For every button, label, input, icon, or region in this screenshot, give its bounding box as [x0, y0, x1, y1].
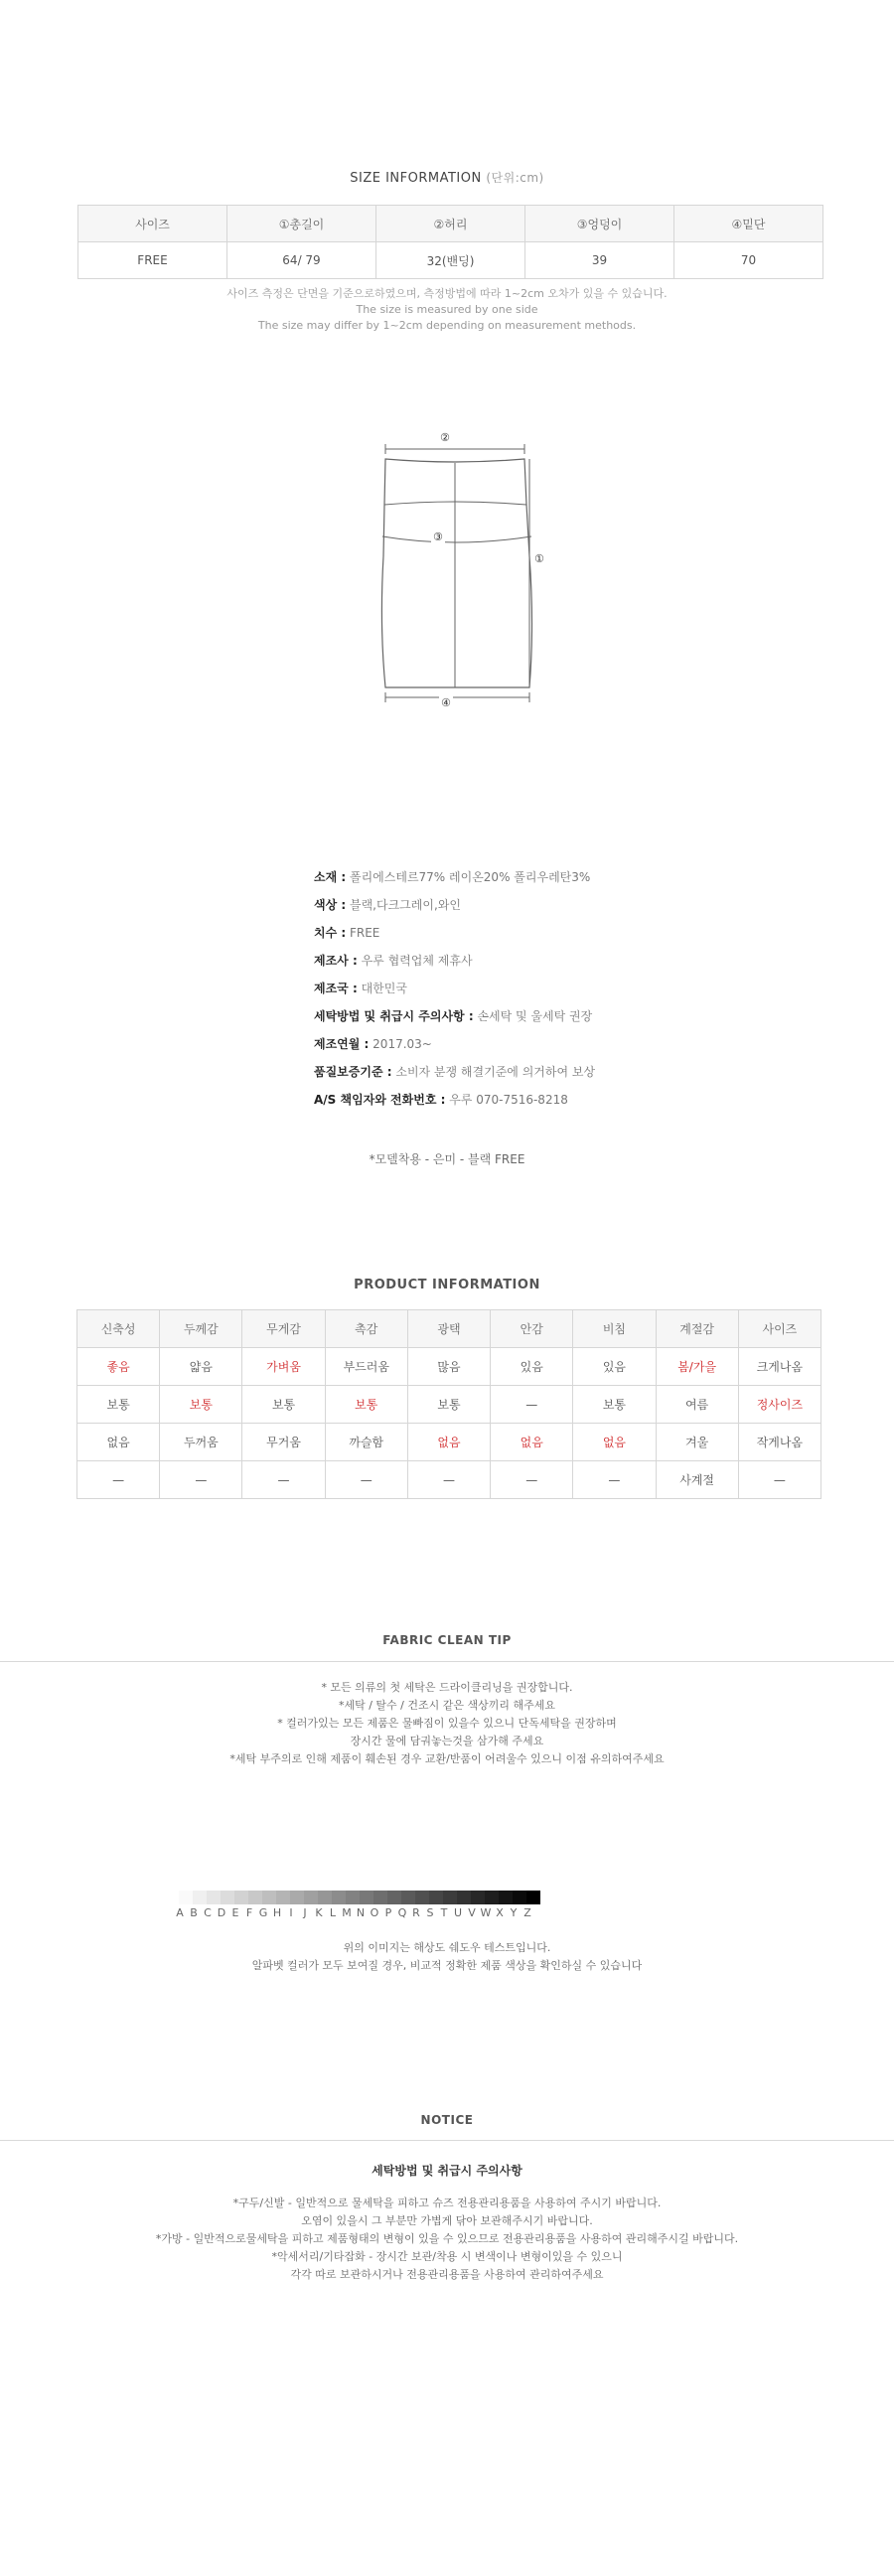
grayscale-swatch — [526, 1891, 540, 1904]
grayscale-swatch — [499, 1891, 513, 1904]
product-header-cell: 신축성 — [77, 1310, 160, 1348]
product-info-cell: 여름 — [656, 1386, 738, 1424]
detail-label: 품질보증기준 : — [314, 1065, 392, 1079]
product-info-title: PRODUCT INFORMATION — [354, 1278, 540, 1292]
grayscale-swatch — [346, 1891, 360, 1904]
product-info-cell: 보통 — [573, 1386, 656, 1424]
detail-as-contact — [314, 1091, 568, 1108]
grayscale-letter: O — [370, 1906, 379, 1919]
detail-value: 블랙,다크그레이,와인 — [346, 898, 461, 912]
product-info-cell: 많음 — [407, 1348, 490, 1386]
product-info-cell: 없음 — [491, 1424, 573, 1461]
product-info-cell: 사계절 — [656, 1461, 738, 1499]
product-info-table — [76, 1309, 821, 1499]
fabric-tip-line: *세탁 / 탈수 / 건조시 같은 색상끼리 해주세요 — [338, 1699, 556, 1712]
grayscale-note-line: 알파벳 컬러가 모두 보여질 경우, 비교적 정확한 제품 색상을 확인하실 수 있습니다 — [251, 1959, 643, 1972]
grayscale-swatch — [207, 1891, 221, 1904]
grayscale-letter: D — [217, 1906, 226, 1919]
size-note-line: 사이즈 측정은 단면을 기준으로하였으며, 측정방법에 따라 1~2cm 오차가 있을 수 있습니다. — [226, 287, 668, 300]
grayscale-swatch — [193, 1891, 207, 1904]
size-info-heading: SIZE INFORMATION — [350, 171, 482, 186]
diagram-label-waist: ② — [440, 431, 450, 444]
product-header-cell: 두께감 — [160, 1310, 242, 1348]
grayscale-swatch — [332, 1891, 346, 1904]
product-info-cell: — — [407, 1461, 490, 1499]
grayscale-swatch — [318, 1891, 332, 1904]
product-info-cell: — — [491, 1386, 573, 1424]
product-info-header — [77, 1310, 821, 1348]
product-info-cell: 무거움 — [242, 1424, 325, 1461]
size-info-unit: (단위:cm) — [486, 171, 544, 185]
grayscale-swatch — [471, 1891, 485, 1904]
grayscale-swatch — [290, 1891, 304, 1904]
product-info-cell: 얇음 — [160, 1348, 242, 1386]
grayscale-swatch — [387, 1891, 401, 1904]
grayscale-swatch — [429, 1891, 443, 1904]
product-info-cell: — — [77, 1461, 160, 1499]
skirt-measurement-diagram — [368, 427, 546, 715]
product-info-cell: — — [160, 1461, 242, 1499]
product-info-row — [77, 1348, 821, 1386]
detail-manufacturer — [314, 952, 473, 969]
product-info-cell: 부드러움 — [325, 1348, 407, 1386]
grayscale-swatch — [179, 1891, 193, 1904]
grayscale-letter: C — [204, 1906, 212, 1919]
product-header-cell: 안감 — [491, 1310, 573, 1348]
product-header-cell: 비침 — [573, 1310, 656, 1348]
size-cell: FREE — [78, 242, 227, 279]
detail-value: FREE — [346, 926, 380, 940]
product-info-cell: 작게나옴 — [738, 1424, 820, 1461]
detail-value: 폴리에스테르77% 레이온20% 폴리우레탄3% — [346, 870, 591, 884]
grayscale-letter: I — [289, 1906, 293, 1919]
grayscale-letter: K — [315, 1906, 323, 1919]
diagram-label-length: ① — [534, 552, 544, 565]
size-header-cell: ②허리 — [376, 206, 525, 242]
size-note-line: The size may differ by 1~2cm depending on measurement methods. — [257, 319, 637, 332]
product-info-cell: 없음 — [407, 1424, 490, 1461]
product-info-cell: 가벼움 — [242, 1348, 325, 1386]
grayscale-letter: B — [190, 1906, 198, 1919]
notice-title: NOTICE — [420, 2113, 474, 2127]
product-header-cell: 사이즈 — [738, 1310, 820, 1348]
product-info-cell: 보통 — [325, 1386, 407, 1424]
detail-value: 소비자 분쟁 해결기준에 의거하여 보상 — [391, 1065, 596, 1079]
notice-line: *구두/신발 - 일반적으로 물세탁을 피하고 슈즈 전용관리용품을 사용하여 주시기 바랍니다. — [232, 2197, 662, 2209]
detail-color — [314, 896, 461, 913]
notice-subtitle: 세탁방법 및 취급시 주의사항 — [372, 2164, 522, 2178]
size-info-title — [0, 169, 894, 186]
product-info-cell: 겨울 — [656, 1424, 738, 1461]
size-table — [77, 205, 823, 279]
detail-label: 제조사 : — [314, 954, 358, 968]
grayscale-note-line: 위의 이미지는 해상도 쉐도우 테스트입니다. — [343, 1941, 551, 1954]
grayscale-letter: S — [426, 1906, 434, 1919]
grayscale-letter: Z — [523, 1906, 531, 1919]
grayscale-letter: U — [453, 1906, 463, 1919]
product-info-cell: — — [325, 1461, 407, 1499]
grayscale-swatch — [360, 1891, 373, 1904]
product-info-cell: 까슬함 — [325, 1424, 407, 1461]
notice-line: 오염이 있을시 그 부분만 가볍게 닦아 보관해주시기 바랍니다. — [301, 2214, 593, 2227]
detail-label: 소재 : — [314, 870, 347, 884]
grayscale-swatch — [373, 1891, 387, 1904]
product-header-cell: 계절감 — [656, 1310, 738, 1348]
product-info-cell: 없음 — [573, 1424, 656, 1461]
size-header-cell: ④밑단 — [674, 206, 823, 242]
grayscale-swatch — [415, 1891, 429, 1904]
grayscale-swatch — [221, 1891, 234, 1904]
grayscale-letter: G — [258, 1906, 268, 1919]
grayscale-swatch — [304, 1891, 318, 1904]
detail-label: 치수 : — [314, 926, 347, 940]
detail-label: 세탁방법 및 취급시 주의사항 : — [314, 1009, 474, 1023]
detail-value: 우루 협력업체 제휴사 — [357, 954, 473, 968]
product-info-row — [77, 1386, 821, 1424]
product-info-cell: — — [738, 1461, 820, 1499]
fabric-tip-line: *세탁 부주의로 인해 제품이 훼손된 경우 교환/반품이 어려울수 있으니 이점 유의하여주세요 — [229, 1752, 665, 1765]
grayscale-letter: V — [468, 1906, 476, 1919]
product-info-cell: 보통 — [160, 1386, 242, 1424]
size-notes — [0, 286, 894, 334]
grayscale-letter: T — [440, 1906, 448, 1919]
size-cell: 70 — [674, 242, 823, 279]
size-header-cell: ③엉덩이 — [525, 206, 674, 242]
diagram-label-hem: ④ — [441, 696, 451, 709]
product-info-cell: — — [491, 1461, 573, 1499]
grayscale-swatch — [234, 1891, 248, 1904]
size-cell: 32(밴딩) — [376, 242, 525, 279]
product-info-cell: 없음 — [77, 1424, 160, 1461]
size-table-header — [78, 206, 823, 242]
product-info-cell: 있음 — [573, 1348, 656, 1386]
fabric-tip-divider — [0, 1661, 894, 1662]
grayscale-letter: P — [384, 1906, 392, 1919]
notice-line: 각각 따로 보관하시거나 전용관리용품을 사용하여 관리하여주세요 — [290, 2268, 604, 2281]
grayscale-swatch — [276, 1891, 290, 1904]
detail-date — [314, 1035, 432, 1052]
grayscale-letter: J — [303, 1906, 307, 1919]
size-cell: 64/ 79 — [227, 242, 376, 279]
grayscale-letter: R — [412, 1906, 420, 1919]
model-note: *모델착용 - 은미 - 블랙 FREE — [369, 1152, 525, 1166]
fabric-tip-title: FABRIC CLEAN TIP — [382, 1633, 512, 1647]
size-note-line: The size is measured by one side — [356, 303, 538, 316]
detail-value: 2017.03~ — [369, 1037, 432, 1051]
notice-divider — [0, 2140, 894, 2141]
grayscale-letter: F — [245, 1906, 253, 1919]
grayscale-swatch — [443, 1891, 457, 1904]
product-info-cell: 보통 — [77, 1386, 160, 1424]
detail-warranty — [314, 1063, 595, 1080]
size-header-cell: ①총길이 — [227, 206, 376, 242]
fabric-tip-line: * 모든 의류의 첫 세탁은 드라이클리닝을 권장합니다. — [321, 1681, 573, 1694]
grayscale-swatch — [513, 1891, 526, 1904]
detail-label: 색상 : — [314, 898, 347, 912]
product-info-row — [77, 1461, 821, 1499]
grayscale-swatch — [248, 1891, 262, 1904]
detail-material — [314, 868, 590, 885]
grayscale-letter: H — [272, 1906, 282, 1919]
grayscale-letter: W — [480, 1906, 492, 1919]
product-header-cell: 무게감 — [242, 1310, 325, 1348]
detail-size — [314, 924, 379, 941]
product-info-cell: — — [573, 1461, 656, 1499]
fabric-tip-line: 장시간 물에 담궈놓는것을 삼가해 주세요 — [350, 1735, 544, 1747]
product-info-cell: 보통 — [242, 1386, 325, 1424]
product-info-cell: 정사이즈 — [738, 1386, 820, 1424]
notice-lines — [0, 2195, 894, 2284]
detail-value: 대한민국 — [357, 982, 407, 995]
size-cell: 39 — [525, 242, 674, 279]
detail-label: 제조국 : — [314, 982, 358, 995]
detail-label: A/S 책임자와 전화번호 : — [314, 1093, 446, 1107]
notice-line: *가방 - 일반적으로물세탁을 피하고 제품형태의 변형이 있을 수 있으므로 전용관리용품을 사용하여 관리해주시길 바랍니다. — [155, 2232, 739, 2245]
grayscale-letter: N — [356, 1906, 366, 1919]
product-info-cell: 좋음 — [77, 1348, 160, 1386]
detail-wash — [314, 1007, 592, 1024]
detail-value: 우루 070-7516-8218 — [445, 1093, 568, 1107]
size-header-cell: 사이즈 — [78, 206, 227, 242]
grayscale-letter: L — [329, 1906, 337, 1919]
product-info-cell: — — [242, 1461, 325, 1499]
grayscale-letter: Q — [397, 1906, 407, 1919]
product-info-cell: 봄/가을 — [656, 1348, 738, 1386]
product-info-cell: 크게나옴 — [738, 1348, 820, 1386]
detail-country — [314, 980, 407, 996]
product-info-cell: 있음 — [491, 1348, 573, 1386]
product-info-cell: 보통 — [407, 1386, 490, 1424]
product-header-cell: 촉감 — [325, 1310, 407, 1348]
grayscale-swatch — [457, 1891, 471, 1904]
grayscale-swatch — [485, 1891, 499, 1904]
fabric-tip-lines — [0, 1679, 894, 1768]
fabric-tip-line: * 컬러가있는 모든 제품은 물빠짐이 있을수 있으니 단독세탁을 권장하며 — [277, 1717, 617, 1730]
grayscale-letter: A — [176, 1906, 184, 1919]
detail-label: 제조연월 : — [314, 1037, 370, 1051]
notice-line: *악세서리/기타잡화 - 장시간 보관/착용 시 변색이나 변형이있을 수 있으니 — [271, 2250, 623, 2263]
size-table-row — [78, 242, 823, 279]
product-header-cell: 광택 — [407, 1310, 490, 1348]
diagram-label-hip: ③ — [433, 530, 443, 543]
grayscale-notes — [0, 1939, 894, 1975]
product-info-cell: 두꺼움 — [160, 1424, 242, 1461]
detail-value: 손세탁 및 울세탁 권장 — [473, 1009, 593, 1023]
grayscale-letter: E — [231, 1906, 239, 1919]
product-info-row — [77, 1424, 821, 1461]
grayscale-letter: Y — [510, 1906, 518, 1919]
grayscale-swatch — [262, 1891, 276, 1904]
grayscale-swatch — [401, 1891, 415, 1904]
grayscale-letter: X — [496, 1906, 504, 1919]
grayscale-letter: M — [342, 1906, 352, 1919]
